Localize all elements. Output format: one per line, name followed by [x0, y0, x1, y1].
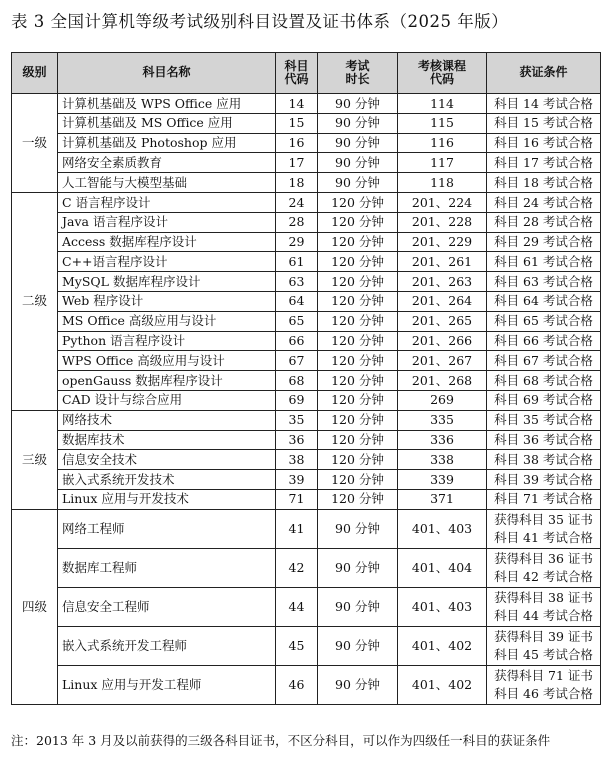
subject-code-cell: 38 [276, 450, 318, 470]
condition-line: 科目 44 考试合格 [494, 607, 593, 623]
subject-code-cell: 35 [276, 410, 318, 430]
subject-name-cell: 网络技术 [58, 410, 276, 430]
duration-cell: 90 分钟 [318, 626, 398, 665]
subject-code-cell: 24 [276, 192, 318, 212]
subject-name-cell: 嵌入式系统开发工程师 [58, 626, 276, 665]
subject-code-cell: 36 [276, 430, 318, 450]
duration-cell: 120 分钟 [318, 371, 398, 391]
subject-code-cell: 41 [276, 509, 318, 548]
course-code-cell: 116 [398, 133, 487, 153]
subject-code-cell: 14 [276, 94, 318, 114]
table-row [12, 489, 601, 509]
duration-cell: 120 分钟 [318, 192, 398, 212]
table-row [12, 153, 601, 173]
subject-name-cell: C++语言程序设计 [58, 252, 276, 272]
subject-name-cell: 网络安全素质教育 [58, 153, 276, 173]
condition-cell: 科目 71 考试合格 [487, 489, 601, 509]
condition-cell: 科目 65 考试合格 [487, 311, 601, 331]
course-code-cell: 401、402 [398, 626, 487, 665]
subject-code-cell: 69 [276, 390, 318, 410]
table-row [12, 450, 601, 470]
subject-name-cell: C 语言程序设计 [58, 192, 276, 212]
subject-name-cell: MySQL 数据库程序设计 [58, 272, 276, 292]
condition-cell: 科目 39 考试合格 [487, 470, 601, 490]
condition-cell: 科目 38 考试合格 [487, 450, 601, 470]
subject-name-cell: 网络工程师 [58, 509, 276, 548]
duration-cell: 120 分钟 [318, 489, 398, 509]
header-name: 科目名称 [58, 53, 276, 94]
subject-code-cell: 15 [276, 113, 318, 133]
level-cell: 三级 [12, 410, 58, 509]
condition-cell: 科目 66 考试合格 [487, 331, 601, 351]
course-code-cell: 201、263 [398, 272, 487, 292]
duration-cell: 90 分钟 [318, 94, 398, 114]
subject-code-cell: 67 [276, 351, 318, 371]
subject-name-cell: 计算机基础及 WPS Office 应用 [58, 94, 276, 114]
condition-cell: 科目 29 考试合格 [487, 232, 601, 252]
course-code-cell: 201、224 [398, 192, 487, 212]
duration-cell: 120 分钟 [318, 351, 398, 371]
condition-line: 科目 41 考试合格 [494, 529, 593, 545]
subject-code-cell: 39 [276, 470, 318, 490]
subject-code-cell: 63 [276, 272, 318, 292]
condition-cell: 科目 36 考试合格 [487, 430, 601, 450]
subject-code-cell: 28 [276, 212, 318, 232]
duration-cell: 90 分钟 [318, 509, 398, 548]
subject-name-cell: WPS Office 高级应用与设计 [58, 351, 276, 371]
course-code-cell: 336 [398, 430, 487, 450]
certificate-table [11, 52, 601, 705]
subject-code-cell: 61 [276, 252, 318, 272]
course-code-cell: 371 [398, 489, 487, 509]
condition-cell: 科目 35 考试合格 [487, 410, 601, 430]
duration-cell: 120 分钟 [318, 291, 398, 311]
course-code-cell: 338 [398, 450, 487, 470]
condition-line: 科目 46 考试合格 [494, 685, 593, 701]
level-cell: 二级 [12, 192, 58, 410]
subject-code-cell: 46 [276, 665, 318, 704]
condition-cell [487, 665, 601, 704]
table-row [12, 371, 601, 391]
condition-line: 获得科目 39 证书 [494, 628, 593, 644]
course-code-cell: 401、403 [398, 509, 487, 548]
table-row [12, 331, 601, 351]
table-row [12, 94, 601, 114]
course-code-cell: 201、265 [398, 311, 487, 331]
duration-cell: 90 分钟 [318, 665, 398, 704]
subject-code-cell: 66 [276, 331, 318, 351]
header-condition: 获证条件 [487, 53, 601, 94]
table-row [12, 390, 601, 410]
table-row [12, 351, 601, 371]
table-row [12, 311, 601, 331]
condition-cell: 科目 64 考试合格 [487, 291, 601, 311]
condition-cell: 科目 28 考试合格 [487, 212, 601, 232]
table-row [12, 113, 601, 133]
table-row [12, 548, 601, 587]
subject-name-cell: 人工智能与大模型基础 [58, 173, 276, 193]
subject-code-cell: 45 [276, 626, 318, 665]
course-code-cell: 201、268 [398, 371, 487, 391]
table-row [12, 272, 601, 292]
subject-name-cell: 数据库工程师 [58, 548, 276, 587]
course-code-cell: 269 [398, 390, 487, 410]
subject-name-cell: Linux 应用与开发工程师 [58, 665, 276, 704]
duration-cell: 90 分钟 [318, 113, 398, 133]
table-row [12, 430, 601, 450]
condition-cell [487, 587, 601, 626]
subject-code-cell: 16 [276, 133, 318, 153]
duration-cell: 90 分钟 [318, 173, 398, 193]
duration-cell: 90 分钟 [318, 548, 398, 587]
header-level: 级别 [12, 53, 58, 94]
condition-cell: 科目 15 考试合格 [487, 113, 601, 133]
subject-code-cell: 65 [276, 311, 318, 331]
course-code-cell: 339 [398, 470, 487, 490]
subject-code-cell: 17 [276, 153, 318, 173]
condition-cell: 科目 67 考试合格 [487, 351, 601, 371]
condition-cell [487, 509, 601, 548]
subject-name-cell: 计算机基础及 MS Office 应用 [58, 113, 276, 133]
course-code-cell: 117 [398, 153, 487, 173]
subject-name-cell: Python 语言程序设计 [58, 331, 276, 351]
course-code-cell: 401、404 [398, 548, 487, 587]
condition-line: 获得科目 71 证书 [494, 667, 593, 683]
subject-name-cell: Access 数据库程序设计 [58, 232, 276, 252]
duration-cell: 120 分钟 [318, 390, 398, 410]
course-code-cell: 401、403 [398, 587, 487, 626]
subject-name-cell: 信息安全技术 [58, 450, 276, 470]
header-code: 科目 代码 [276, 53, 318, 94]
condition-cell: 科目 17 考试合格 [487, 153, 601, 173]
condition-cell [487, 626, 601, 665]
subject-code-cell: 29 [276, 232, 318, 252]
condition-line: 科目 42 考试合格 [494, 568, 593, 584]
subject-name-cell: openGauss 数据库程序设计 [58, 371, 276, 391]
table-row [12, 470, 601, 490]
header-duration: 考试 时长 [318, 53, 398, 94]
table-title: 表 3 全国计算机等级考试级别科目设置及证书体系（2025 年版） [11, 12, 509, 31]
course-code-cell: 201、267 [398, 351, 487, 371]
duration-cell: 120 分钟 [318, 311, 398, 331]
level-cell: 四级 [12, 509, 58, 704]
course-code-cell: 201、266 [398, 331, 487, 351]
condition-cell [487, 548, 601, 587]
subject-name-cell: 计算机基础及 Photoshop 应用 [58, 133, 276, 153]
duration-cell: 120 分钟 [318, 331, 398, 351]
condition-cell: 科目 24 考试合格 [487, 192, 601, 212]
subject-code-cell: 44 [276, 587, 318, 626]
course-code-cell: 115 [398, 113, 487, 133]
subject-name-cell: MS Office 高级应用与设计 [58, 311, 276, 331]
condition-cell: 科目 69 考试合格 [487, 390, 601, 410]
subject-name-cell: CAD 设计与综合应用 [58, 390, 276, 410]
table-row [12, 173, 601, 193]
subject-code-cell: 71 [276, 489, 318, 509]
course-code-cell: 201、261 [398, 252, 487, 272]
table-body [12, 94, 601, 705]
duration-cell: 120 分钟 [318, 232, 398, 252]
course-code-cell: 401、402 [398, 665, 487, 704]
table-row [12, 192, 601, 212]
duration-cell: 120 分钟 [318, 450, 398, 470]
level-cell: 一级 [12, 94, 58, 193]
duration-cell: 90 分钟 [318, 153, 398, 173]
subject-code-cell: 64 [276, 291, 318, 311]
course-code-cell: 201、228 [398, 212, 487, 232]
duration-cell: 120 分钟 [318, 252, 398, 272]
course-code-cell: 335 [398, 410, 487, 430]
condition-cell: 科目 16 考试合格 [487, 133, 601, 153]
duration-cell: 120 分钟 [318, 212, 398, 232]
table-row [12, 665, 601, 704]
duration-cell: 120 分钟 [318, 410, 398, 430]
subject-name-cell: 嵌入式系统开发技术 [58, 470, 276, 490]
duration-cell: 120 分钟 [318, 470, 398, 490]
course-code-cell: 201、264 [398, 291, 487, 311]
footnote: 注：2013 年 3 月及以前获得的三级各科目证书，不区分科目，可以作为四级任一科目的获证条件 [11, 733, 551, 748]
condition-line: 获得科目 35 证书 [494, 511, 593, 527]
duration-cell: 120 分钟 [318, 272, 398, 292]
condition-cell: 科目 63 考试合格 [487, 272, 601, 292]
table-row [12, 133, 601, 153]
subject-code-cell: 42 [276, 548, 318, 587]
subject-code-cell: 68 [276, 371, 318, 391]
header-course-code: 考核课程 代码 [398, 53, 487, 94]
duration-cell: 90 分钟 [318, 133, 398, 153]
table-row [12, 509, 601, 548]
table-row [12, 587, 601, 626]
table-row [12, 291, 601, 311]
subject-name-cell: Linux 应用与开发技术 [58, 489, 276, 509]
subject-name-cell: 数据库技术 [58, 430, 276, 450]
condition-line: 科目 45 考试合格 [494, 646, 593, 662]
subject-code-cell: 18 [276, 173, 318, 193]
duration-cell: 120 分钟 [318, 430, 398, 450]
course-code-cell: 201、229 [398, 232, 487, 252]
condition-line: 获得科目 36 证书 [494, 550, 593, 566]
condition-line: 获得科目 38 证书 [494, 589, 593, 605]
subject-name-cell: Java 语言程序设计 [58, 212, 276, 232]
table-row [12, 410, 601, 430]
subject-name-cell: Web 程序设计 [58, 291, 276, 311]
subject-name-cell: 信息安全工程师 [58, 587, 276, 626]
table-row [12, 626, 601, 665]
course-code-cell: 114 [398, 94, 487, 114]
condition-cell: 科目 18 考试合格 [487, 173, 601, 193]
condition-cell: 科目 68 考试合格 [487, 371, 601, 391]
condition-cell: 科目 61 考试合格 [487, 252, 601, 272]
table-row [12, 212, 601, 232]
course-code-cell: 118 [398, 173, 487, 193]
table-row [12, 252, 601, 272]
condition-cell: 科目 14 考试合格 [487, 94, 601, 114]
table-row [12, 232, 601, 252]
duration-cell: 90 分钟 [318, 587, 398, 626]
